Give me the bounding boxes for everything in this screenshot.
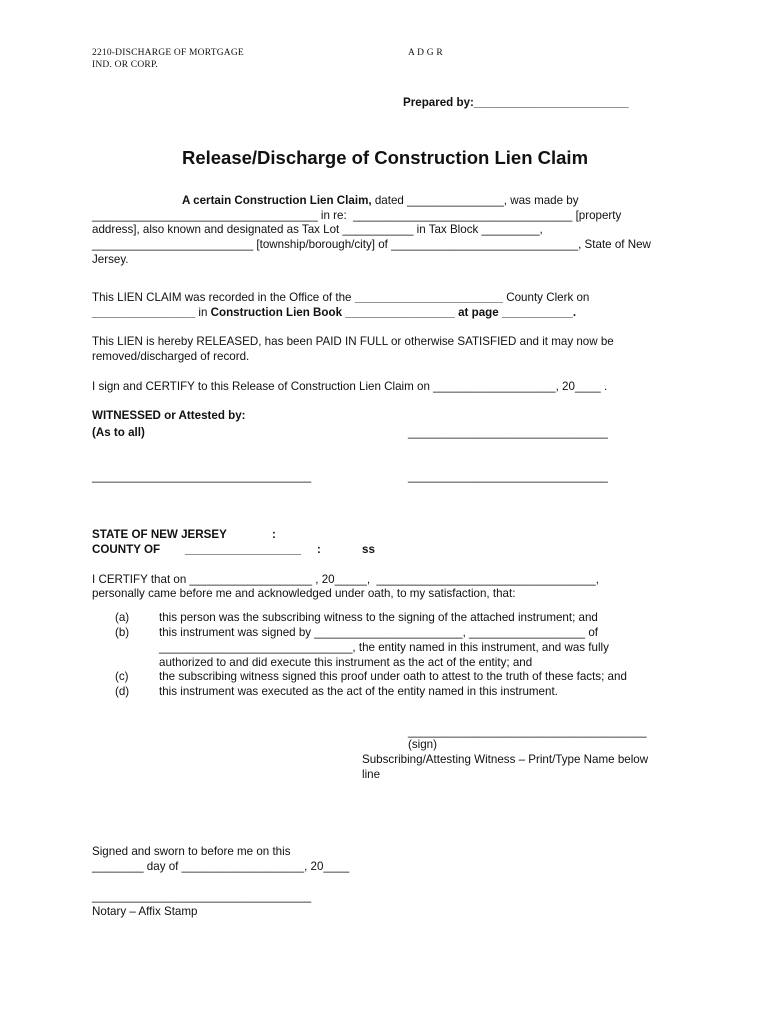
- venue-colon-1: :: [272, 528, 276, 541]
- form-type: IND. OR CORP.: [92, 60, 158, 70]
- prepared-by-field: Prepared by:________________________: [403, 96, 629, 109]
- item-b-text-2: ______________________________, the entity named in this instrument, and was fully: [159, 641, 609, 654]
- item-b-label: (b): [115, 626, 130, 639]
- notary-signature-line: __________________________________: [92, 890, 312, 903]
- ss-label: ss: [362, 543, 375, 556]
- state-label: STATE OF NEW JERSEY: [92, 528, 227, 541]
- witnessed-heading: WITNESSED or Attested by:: [92, 409, 246, 422]
- item-a-label: (a): [115, 611, 130, 624]
- attesting-signature-line: _____________________________________: [408, 725, 647, 738]
- sworn-statement-line1: Signed and sworn to before me on this: [92, 845, 291, 858]
- para2-line1-a: This LIEN CLAIM was recorded in the Office of the: [92, 291, 355, 304]
- certify-line2: personally came before me and acknowledged under oath, to my satisfaction, that:: [92, 587, 516, 600]
- sign-label: (sign): [408, 738, 437, 751]
- venue-colon-2: :: [317, 543, 321, 556]
- as-to-all-label: (As to all): [92, 426, 145, 439]
- notary-stamp-label: Notary – Affix Stamp: [92, 905, 198, 918]
- document-title: Release/Discharge of Construction Lien Claim: [181, 147, 589, 168]
- county-label: COUNTY OF: [92, 543, 161, 556]
- para1-line3: address], also known and designated as Tax Lot ___________ in Tax Block _________,: [92, 223, 543, 236]
- certify-line1: I CERTIFY that on ___________________ , 20_____, __________________________________,: [92, 573, 599, 586]
- sworn-statement-line2: ________ day of ___________________, 20____: [92, 860, 350, 873]
- item-c-text: the subscribing witness signed this proof under oath to attest to the truth of these facts; and: [159, 670, 627, 683]
- para1-line5: Jersey.: [92, 253, 129, 266]
- para2-line1-c: County Clerk on: [503, 291, 590, 304]
- county-blank: _______________________: [354, 291, 504, 304]
- item-b-text-1: this instrument was signed by _______________________, __________________ of: [159, 626, 598, 639]
- item-d-text: this instrument was executed as the act of the entity named in this instrument.: [159, 685, 558, 698]
- publisher-mark: A D G R: [408, 48, 443, 58]
- witness-signature-line-1: _______________________________: [408, 426, 608, 439]
- attesting-caption-2: line: [362, 768, 381, 781]
- para1-line2: ___________________________________ in re: __________________________________ [property: [92, 209, 622, 222]
- item-b-text-3: authorized to and did execute this instrument as the act of the entity; and: [159, 656, 533, 669]
- para1-line1: [182, 193, 579, 208]
- witness-signature-line-left: __________________________________: [92, 470, 312, 483]
- item-c-label: (c): [115, 670, 129, 683]
- para3-line2: removed/discharged of record.: [92, 350, 250, 363]
- lien-claim-phrase: A certain Construction Lien Claim,: [182, 194, 372, 207]
- item-a-text: this person was the subscribing witness to the signing of the attached instrument; and: [159, 611, 598, 624]
- county-name-blank: __________________: [185, 543, 302, 556]
- para2-line1: [92, 290, 589, 305]
- lien-book-reference: Construction Lien Book _________________ at page ___________.: [210, 306, 577, 319]
- para1-line1-rest: dated _______________, was made by: [371, 194, 579, 207]
- para3-line1: This LIEN is hereby RELEASED, has been PAID IN FULL or otherwise SATISFIED and it may now be: [92, 335, 614, 348]
- attesting-caption-1: Subscribing/Attesting Witness – Print/Type Name below: [362, 753, 649, 766]
- para1-line4: _________________________ [township/borough/city] of _____________________________, State of New: [92, 238, 651, 251]
- item-d-label: (d): [115, 685, 130, 698]
- form-number: 2210-DISCHARGE OF MORTGAGE: [92, 48, 244, 58]
- date-blank: ________________: [92, 306, 196, 319]
- para2-line2-in: in: [195, 306, 211, 319]
- witness-signature-line-2: _______________________________: [408, 470, 608, 483]
- para2-line2: [92, 305, 576, 320]
- certification-statement: I sign and CERTIFY to this Release of Construction Lien Claim on ___________________, 20____ .: [92, 380, 608, 393]
